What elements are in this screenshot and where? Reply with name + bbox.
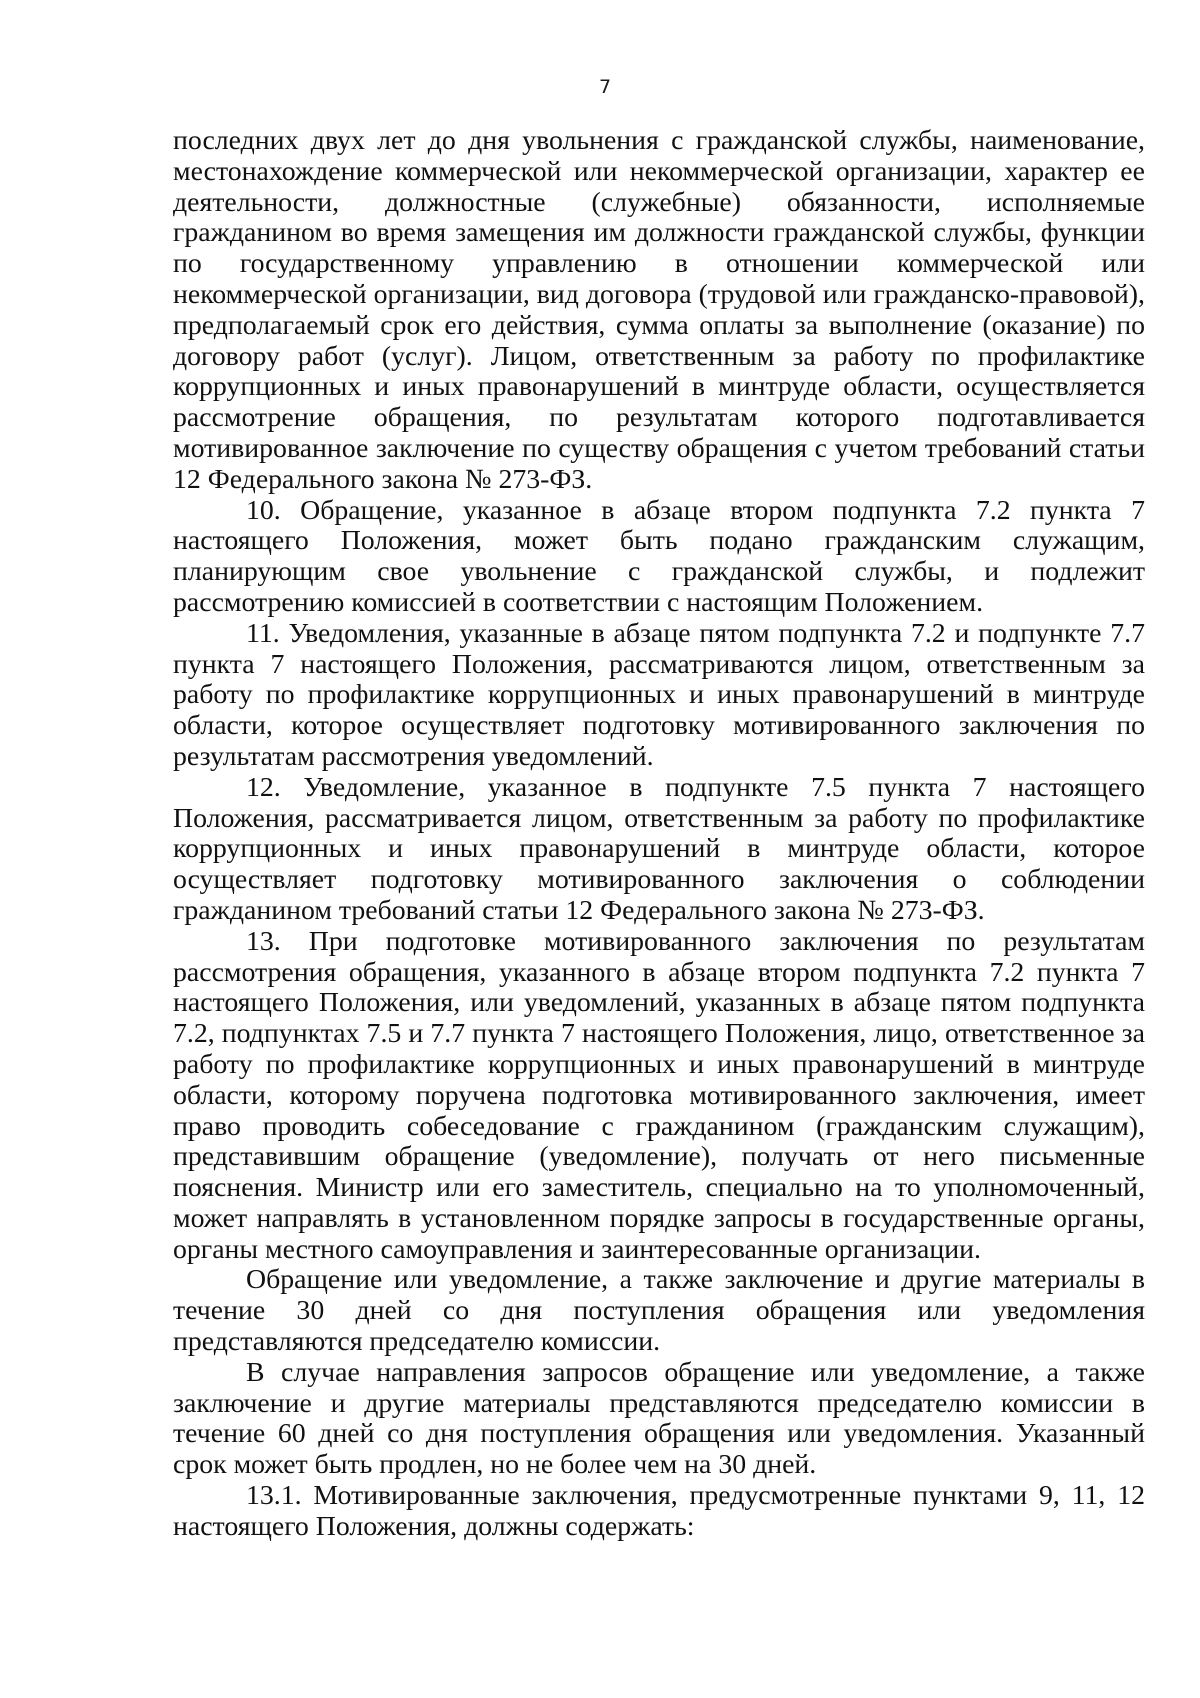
page-number: 7: [598, 76, 612, 98]
paragraph-continuation: последних двух лет до дня увольнения с гражданской службы, наименование, местонахождение коммерческой или некоммерческой организации, характер ее деятельности, должностные (служебные) обязанности, исполняемые гражданином во время замещения им должности гражданской службы, функции по государственному управлению в отношении коммерческой или некоммерческой организации, вид договора (трудовой или гражданско-правовой), предполагаемый срок его действия, сумма оплаты за выполнение (оказание) по договору работ (услуг). Лицом, ответственным за работу по профилактике коррупционных и иных правонарушений в минтруде области, осуществляется рассмотрение обращения, по результатам которого подготавливается мотивированное заключение по существу обращения с учетом требований статьи 12 Федерального закона № 273-ФЗ.: [173, 125, 1145, 495]
document-body: [173, 126, 1145, 1543]
paragraph-item-11: 11. Уведомления, указанные в абзаце пятом подпункта 7.2 и подпункте 7.7 пункта 7 настоящего Положения, рассматриваются лицом, ответственным за работу по профилактике коррупционных и иных правонарушений в минтруде области, которое осуществляет подготовку мотивированного заключения по результатам рассмотрения уведомлений.: [173, 617, 1145, 772]
paragraph-item-13-1: 13.1. Мотивированные заключения, предусмотренные пунктами 9, 11, 12 настоящего Положения, должны содержать:: [173, 1480, 1145, 1542]
paragraph-item-10: 10. Обращение, указанное в абзаце втором подпункта 7.2 пункта 7 настоящего Положения, может быть подано гражданским служащим, планирующим свое увольнение с гражданской службы, и подлежит рассмотрению комиссией в соответствии с настоящим Положением.: [173, 494, 1145, 618]
paragraph-item-13-deadline: Обращение или уведомление, а также заключение и другие материалы в течение 30 дней со дня поступления обращения или уведомления представляются председателю комиссии.: [173, 1264, 1145, 1358]
paragraph-item-12: 12. Уведомление, указанное в подпункте 7.5 пункта 7 настоящего Положения, рассматривается лицом, ответственным за работу по профилактике коррупционных и иных правонарушений в минтруде области, которое осуществляет подготовку мотивированного заключения о соблюдении гражданином требований статьи 12 Федерального закона № 273-ФЗ.: [173, 771, 1145, 926]
paragraph-item-13: 13. При подготовке мотивированного заключения по результатам рассмотрения обращения, указанного в абзаце втором подпункта 7.2 пункта 7 настоящего Положения, или уведомлений, указанных в абзаце пятом подпункта 7.2, подпунктах 7.5 и 7.7 пункта 7 настоящего Положения, лицо, ответственное за работу по профилактике коррупционных и иных правонарушений в минтруде области, которому поручена подготовка мотивированного заключения, имеет право проводить собеседование с гражданином (гражданским служащим), представившим обращение (уведомление), получать от него письменные пояснения. Министр или его заместитель, специально на то уполномоченный, может направлять в установленном порядке запросы в государственные органы, органы местного самоуправления и заинтересованные организации.: [173, 925, 1145, 1265]
paragraph-item-13-extension: В случае направления запросов обращение или уведомление, а также заключение и другие материалы представляются председателю комиссии в течение 60 дней со дня поступления обращения или уведомления. Указанный срок может быть продлен, но не более чем на 30 дней.: [173, 1356, 1145, 1481]
